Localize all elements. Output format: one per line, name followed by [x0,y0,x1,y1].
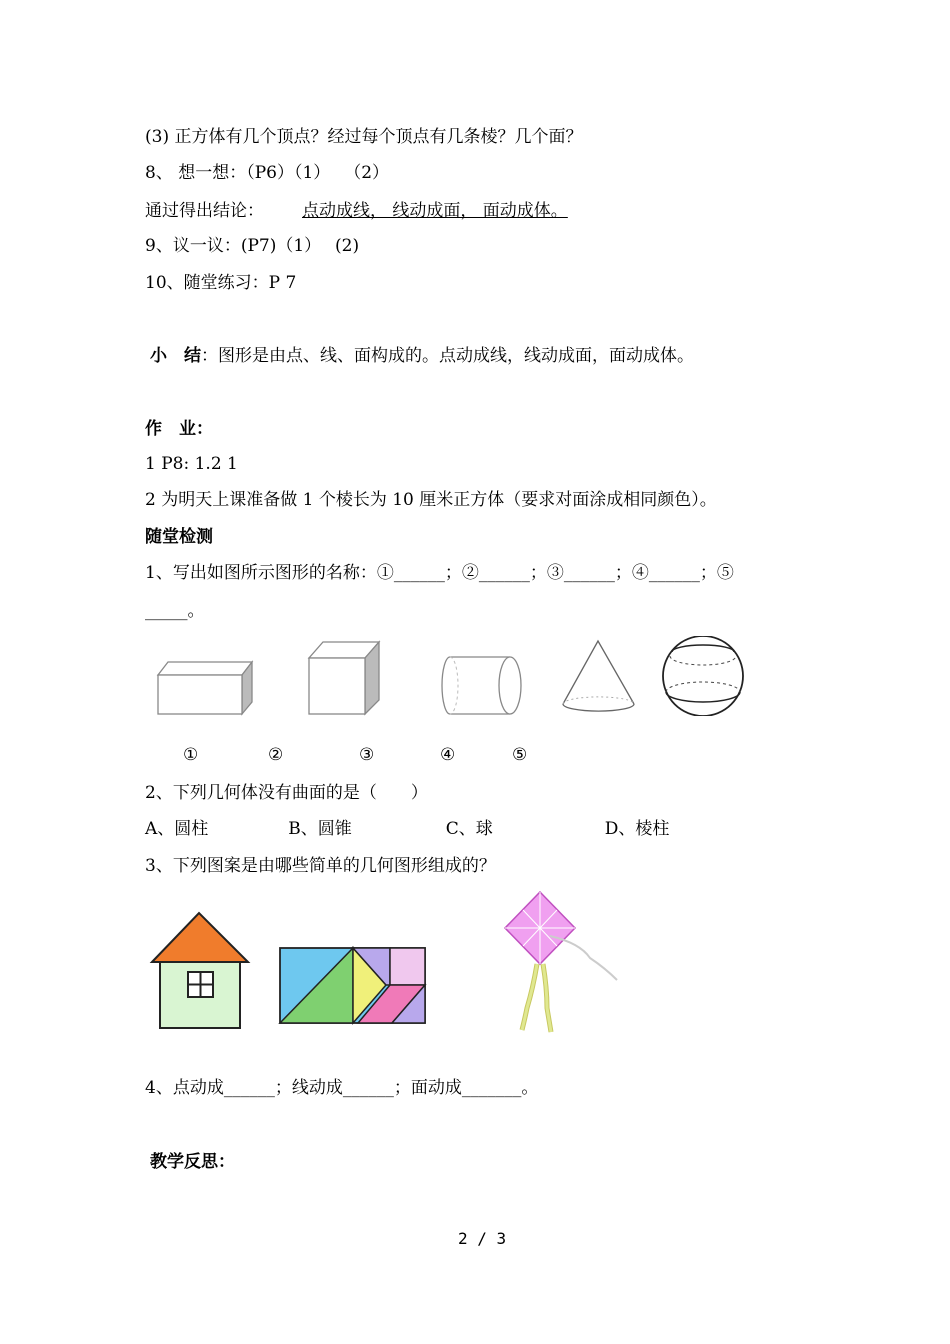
homework-line-2: 2 为明天上课准备做 1 个棱长为 10 厘米正方体（要求对面涂成相同颜色）。 [145,490,717,510]
cone-icon [558,636,640,718]
sphere-icon [658,636,748,716]
option-d: D、棱柱 [604,819,670,839]
item-9: 9、议一议：(P7)（1） (2) [145,236,360,256]
shape-label-1: ① [183,745,199,765]
conclusion-line [145,200,568,222]
cylinder-icon [438,652,528,722]
shape-label-5: ⑤ [512,745,528,765]
quiz-q4: 4、点动成______；线动成______；面动成_______。 [145,1078,539,1098]
reflection-title: 教学反思： [150,1152,235,1172]
item-10: 10、随堂练习：P 7 [145,273,297,293]
kite-icon [495,888,625,1038]
conclusion-label: 通过得出结论： [145,201,264,221]
cuboid-icon [150,650,260,720]
shape-label-4: ④ [440,745,456,765]
quiz-title: 随堂检测 [145,527,213,547]
summary-text: ：图形是由点、线、面构成的。点动成线，线动成面，面动成体。 [201,346,694,366]
option-a: A、圆柱 [145,819,209,839]
summary-line [150,345,694,367]
homework-line-1: 1 P8: 1.2 1 [145,454,238,474]
homework-title: 作 业： [145,419,213,439]
conclusion-text: 点动成线， 线动成面， 面动成体。 [302,201,568,221]
shape-label-3: ③ [359,745,375,765]
q3-line: (3) 正方体有几个顶点？经过每个顶点有几条棱？几个面？ [145,127,583,147]
page-number: 2 / 3 [458,1229,507,1248]
cube-icon [302,638,387,720]
quiz-q2: 2、下列几何体没有曲面的是（ ） [145,783,428,803]
summary-label: 小 结 [150,346,201,366]
quiz-q1-line-1: 1、写出如图所示图形的名称：①______；②______；③______；④______；⑤ [145,563,734,583]
quiz-q2-options [145,818,669,840]
option-c: C、球 [445,819,493,839]
house-icon [146,908,256,1033]
option-b: B、圆锥 [288,819,352,839]
shape-label-2: ② [268,745,284,765]
quiz-q1-line-2: _____。 [145,601,205,621]
quiz-q3: 3、下列图案是由哪些简单的几何图形组成的？ [145,856,496,876]
tangram-rect-icon [278,945,428,1025]
item-8: 8、 想一想：（P6）（1） （2） [145,163,390,183]
